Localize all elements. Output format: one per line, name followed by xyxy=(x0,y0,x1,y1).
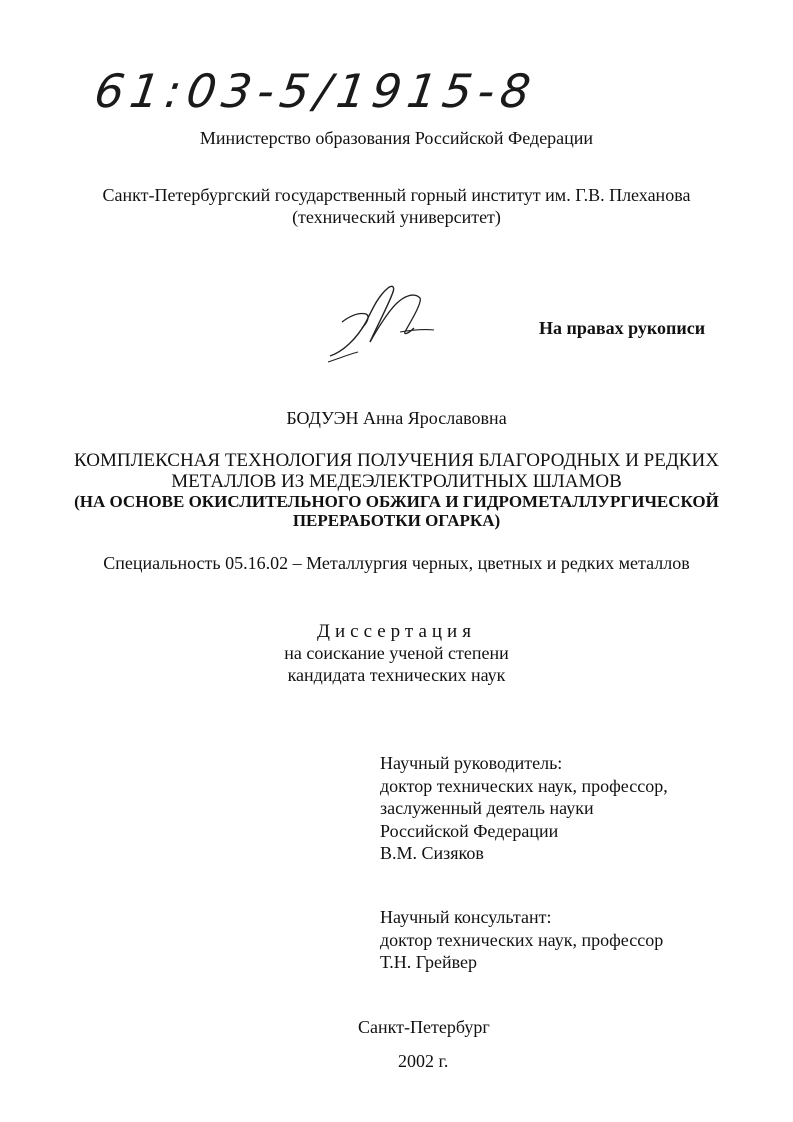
institute-subtitle: (технический университет) xyxy=(292,207,501,227)
dissertation-heading: Диссертация xyxy=(317,621,476,642)
consultant-block xyxy=(380,906,663,974)
city: Санкт-Петербург xyxy=(358,1017,490,1037)
supervisor-degree: доктор технических наук, профессор, xyxy=(380,775,668,796)
supervisor-name: В.М. Сизяков xyxy=(380,843,484,863)
subtitle-line-2: ПЕРЕРАБОТКИ ОГАРКА) xyxy=(292,511,501,530)
supervisor-label: Научный руководитель: xyxy=(380,753,563,773)
degree-line-2: кандидата технических наук xyxy=(287,665,506,685)
consultant-label: Научный консультант: xyxy=(380,907,552,927)
supervisor-title-1: заслуженный деятель науки xyxy=(380,798,594,818)
institute-name: Санкт-Петербургский государственный горный институт им. Г.В. Плеханова xyxy=(102,185,691,205)
specialty-line: Специальность 05.16.02 – Металлургия черных, цветных и редких металлов xyxy=(103,553,690,573)
degree-line-1: на соискание ученой степени xyxy=(284,643,509,663)
consultant-name: Т.Н. Грейвер xyxy=(380,952,477,972)
author-name: БОДУЭН Анна Ярославовна xyxy=(286,408,507,428)
ministry-line: Министерство образования Российской Федерации xyxy=(199,128,594,148)
manuscript-rights: На правах рукописи xyxy=(539,318,706,338)
supervisor-title-2: Российской Федерации xyxy=(380,820,559,841)
supervisor-block xyxy=(380,752,668,865)
consultant-degree: доктор технических наук, профессор xyxy=(380,929,664,950)
year: 2002 г. xyxy=(398,1051,449,1071)
subtitle-line-1: (НА ОСНОВЕ ОКИСЛИТЕЛЬНОГО ОБЖИГА И ГИДРОМЕТАЛЛУРГИЧЕСКОЙ xyxy=(74,492,719,511)
signature-mark xyxy=(322,282,437,367)
title-line-2: МЕТАЛЛОВ ИЗ МЕДЕЭЛЕКТРОЛИТНЫХ ШЛАМОВ xyxy=(171,471,622,492)
archive-number: 61:03-5/1915-8 xyxy=(91,64,540,118)
title-line-1: КОМПЛЕКСНАЯ ТЕХНОЛОГИЯ ПОЛУЧЕНИЯ БЛАГОРОДНЫХ И РЕДКИХ xyxy=(74,450,719,471)
